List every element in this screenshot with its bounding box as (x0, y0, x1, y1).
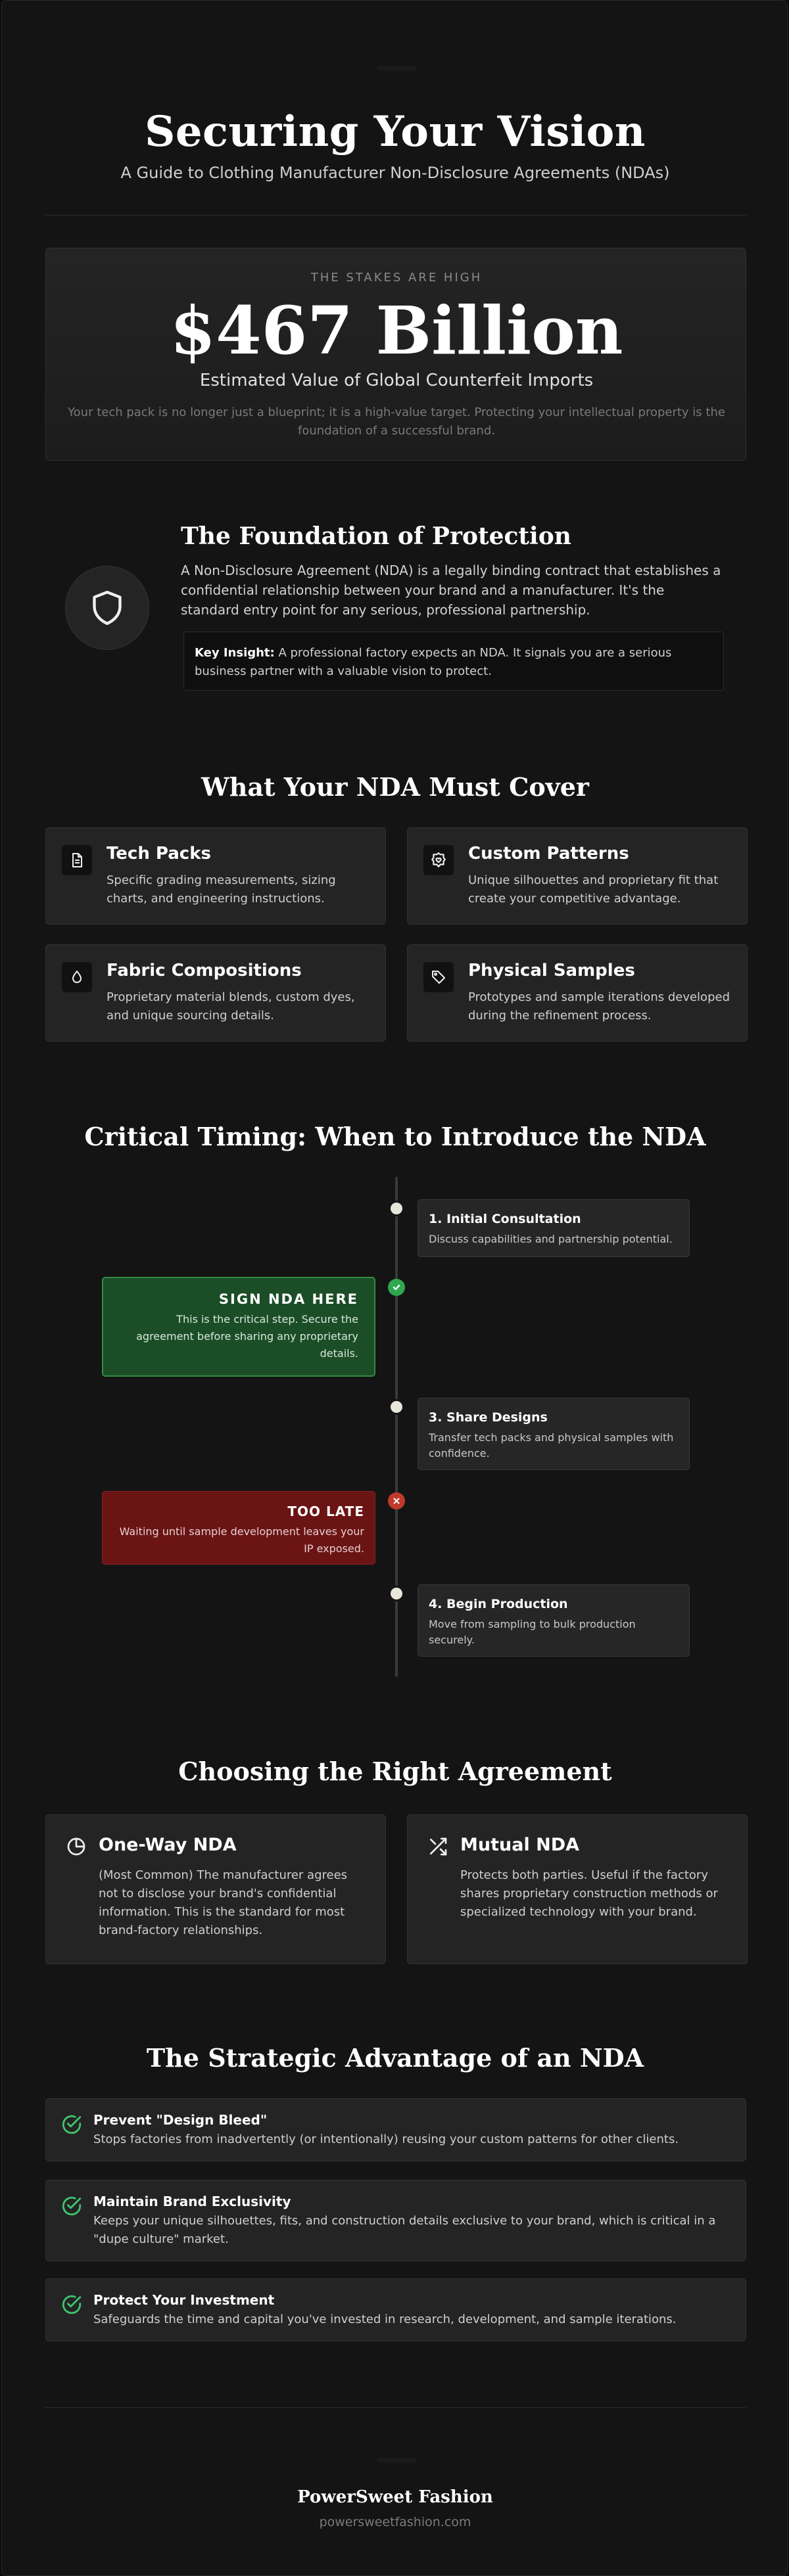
agreement-card-mutual (407, 1814, 748, 1964)
step-desc: Waiting until sample development leaves your IP exposed. (119, 1525, 364, 1555)
cover-card-desc: Proprietary material blends, custom dyes, and unique sourcing details. (107, 990, 355, 1023)
divider (45, 2407, 746, 2408)
cover-card-custom-patterns (407, 827, 748, 925)
pie-chart-icon (66, 1836, 87, 1860)
footer-brand-name: PowerSweet Fashion (297, 2487, 493, 2507)
timeline-dot (389, 1201, 404, 1216)
timeline-step-initial-consultation (418, 1199, 690, 1257)
droplet-icon (62, 962, 92, 992)
foundation-body: A Non-Disclosure Agreement (NDA) is a legally binding contract that establishes a confidential relationship between your brand and a manufacturer. It's the standard entry point for any serious, professional partnership. (181, 563, 721, 618)
foundation-title: The Foundation of Protection (181, 522, 571, 550)
timeline-step-share-designs (418, 1398, 690, 1470)
check-circle-icon (60, 2113, 83, 2138)
timeline-dot (389, 1586, 404, 1601)
timeline-step-begin-production (418, 1584, 690, 1657)
shield-icon (90, 589, 124, 627)
step-title: 3. Share Designs (429, 1410, 548, 1425)
top-handle (377, 66, 416, 70)
cover-card-title: Tech Packs (107, 844, 211, 863)
footer-url[interactable]: powersweetfashion.com (319, 2515, 471, 2529)
advantage-title: Protect Your Investment (93, 2292, 275, 2308)
key-insight-box (183, 632, 724, 691)
advantage-card (45, 2180, 746, 2261)
advantages-section-title: The Strategic Advantage of an NDA (146, 2043, 644, 2073)
step-desc: This is the critical step. Secure the agreement before sharing any proprietary details. (136, 1313, 358, 1360)
advantage-desc: Keeps your unique silhouettes, fits, and construction details exclusive to your brand, which is critical in a "dupe culture" market. (93, 2214, 716, 2246)
step-title: TOO LATE (287, 1504, 364, 1519)
check-circle-icon (60, 2195, 83, 2220)
stakes-label: THE STAKES ARE HIGH (310, 271, 483, 285)
stakes-card (45, 248, 746, 461)
heart-badge-icon (423, 845, 454, 875)
advantage-card (45, 2098, 746, 2161)
agreement-title: Mutual NDA (460, 1835, 579, 1855)
step-desc: Discuss capabilities and partnership potential. (429, 1233, 673, 1245)
page-title: Securing Your Vision (145, 107, 646, 156)
step-title: 4. Begin Production (429, 1597, 568, 1611)
agreement-title: One-Way NDA (99, 1835, 237, 1855)
stakes-value: $467 Billion (170, 292, 623, 369)
cover-card-desc: Unique silhouettes and proprietary fit that create your competitive advantage. (468, 873, 719, 906)
page-subtitle: A Guide to Clothing Manufacturer Non-Disclosure Agreements (NDAs) (120, 164, 670, 182)
cover-card-physical-samples (407, 944, 748, 1042)
infographic-page (1, 0, 788, 2576)
timeline-step-too-late (102, 1491, 375, 1565)
check-circle-icon (388, 1279, 405, 1296)
step-title: SIGN NDA HERE (218, 1291, 358, 1307)
cover-card-desc: Prototypes and sample iterations developed during the refinement process. (468, 990, 730, 1023)
agreement-desc: (Most Common) The manufacturer agrees not to disclose your brand's confidential information. This is the standard for most brand-factory relationships. (99, 1868, 348, 1937)
agreement-desc: Protects both parties. Useful if the factory shares proprietary construction methods or specialized technology with your brand. (460, 1868, 718, 1919)
agreement-card-one-way (45, 1814, 386, 1964)
advantage-title: Maintain Brand Exclusivity (93, 2194, 291, 2209)
cover-card-tech-packs (45, 827, 386, 925)
cover-card-desc: Specific grading measurements, sizing charts, and engineering instructions. (107, 873, 336, 906)
timeline-line (395, 1177, 398, 1676)
stakes-caption: Estimated Value of Global Counterfeit Imports (199, 371, 594, 390)
insight-text: A professional factory expects an NDA. It signals you are a serious business partner with a valuable vision to protect. (195, 646, 672, 678)
timeline-dot (389, 1399, 404, 1415)
cover-section-title: What Your NDA Must Cover (201, 772, 589, 802)
cover-card-title: Fabric Compositions (107, 961, 302, 980)
cover-card-title: Physical Samples (468, 961, 635, 980)
x-circle-icon (388, 1492, 405, 1509)
step-title: 1. Initial Consultation (429, 1212, 581, 1226)
timeline-step-sign-nda (102, 1277, 375, 1377)
stakes-note: Your tech pack is no longer just a blueprint; it is a high-value target. Protecting your intellectual property is the foundation of a successful brand. (68, 405, 725, 438)
cover-card-fabric-compositions (45, 944, 386, 1042)
tag-icon (423, 962, 454, 992)
advantage-desc: Stops factories from inadvertently (or intentionally) reusing your custom patterns for other clients. (93, 2132, 679, 2146)
cover-card-title: Custom Patterns (468, 844, 629, 863)
shield-badge (65, 566, 149, 650)
advantage-card (45, 2278, 746, 2341)
advantage-title: Prevent "Design Bleed" (93, 2112, 268, 2128)
step-desc: Transfer tech packs and physical samples with confidence. (429, 1431, 674, 1460)
timing-section-title: Critical Timing: When to Introduce the NDA (84, 1122, 706, 1151)
document-icon (62, 845, 92, 875)
shuffle-icon (427, 1836, 448, 1860)
insight-label: Key Insight: (195, 646, 275, 660)
check-circle-icon (60, 2293, 83, 2318)
step-desc: Move from sampling to bulk production securely. (429, 1618, 636, 1646)
advantage-desc: Safeguards the time and capital you've invested in research, development, and sample iterations. (93, 2312, 677, 2326)
divider (45, 215, 746, 216)
agreements-section-title: Choosing the Right Agreement (178, 1757, 612, 1786)
bottom-handle (377, 2458, 416, 2462)
